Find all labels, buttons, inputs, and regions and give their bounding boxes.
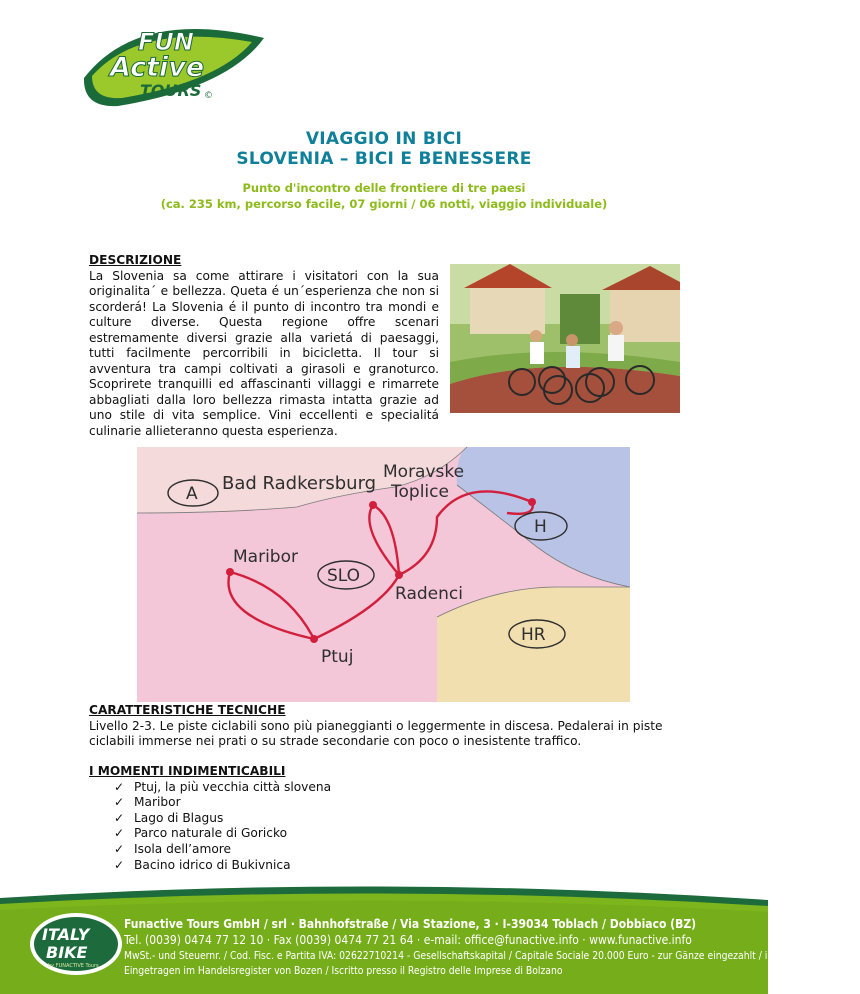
label-bad-radkersburg: Bad Radkersburg bbox=[222, 473, 377, 494]
footer-company: Funactive Tours GmbH / srl · Bahnhofstraße / Via Stazione, 3 · I-39034 Toblach / Dobbiaco (BZ) bbox=[124, 917, 697, 931]
checkmark-icon: ✓ bbox=[114, 841, 125, 856]
checkmark-icon: ✓ bbox=[114, 810, 125, 825]
logo-line1: FUN bbox=[138, 28, 194, 56]
list-item: ✓ Lago di Blagus bbox=[114, 810, 224, 825]
country-austria: A bbox=[186, 484, 198, 504]
technical-heading: CARATTERISTICHE TECNICHE bbox=[89, 703, 286, 717]
badge-line2: BIKE bbox=[46, 943, 88, 962]
page-title: VIAGGIO IN BICI bbox=[305, 129, 463, 149]
route-map bbox=[137, 447, 630, 702]
cyclists-photo bbox=[450, 264, 680, 413]
logo-line3: TOURS bbox=[140, 81, 202, 100]
page-subtitle-title: SLOVENIA – BICI E BENESSERE bbox=[236, 149, 532, 169]
badge-line3: by FUNACTIVE Tours bbox=[48, 963, 99, 969]
list-item: ✓ Bacino idrico di Bukivnica bbox=[114, 857, 291, 872]
list-item: ✓ Parco naturale di Goricko bbox=[114, 826, 288, 841]
technical-text: Livello 2-3. Le piste ciclabili sono più pianeggianti o leggermente in discesa. Pedalerai in piste ciclabili immerse nei prati o su strade secondarie con poco o inesistente traffico. bbox=[89, 718, 663, 749]
checkmark-icon: ✓ bbox=[114, 857, 125, 872]
footer-registry: Eingetragen im Handelsregister von Bozen / Iscritto presso il Registro delle Imprese di Bolzano bbox=[124, 965, 563, 977]
footer-contacts: Tel. (0039) 0474 77 12 10 · Fax (0039) 0474 77 21 64 · e-mail: office@funactive.info · www.funactive.info bbox=[124, 933, 692, 947]
fun-active-tours-logo bbox=[78, 18, 268, 110]
footer-tax: MwSt.- und Steuernr. / Cod. Fisc. e Partita IVA: 02622710214 - Gesellschaftskapital / Capitale Sociale 20.000 Euro - zur Gänze eingezahlt / interamente versato bbox=[124, 950, 860, 962]
country-slovenia: SLO bbox=[327, 566, 361, 586]
description-heading: DESCRIZIONE bbox=[89, 253, 182, 267]
country-hungary: H bbox=[534, 517, 547, 537]
highlights-section bbox=[89, 764, 689, 873]
label-maribor: Maribor bbox=[233, 547, 298, 567]
tagline: Punto d'incontro delle frontiere di tre paesi bbox=[242, 181, 526, 195]
tour-summary: (ca. 235 km, percorso facile, 07 giorni / 06 notti, viaggio individuale) bbox=[160, 197, 608, 211]
label-toplice: Toplice bbox=[391, 482, 449, 502]
checkmark-icon: ✓ bbox=[114, 795, 125, 810]
country-croatia: HR bbox=[521, 625, 546, 645]
list-item: ✓ Ptuj, la più vecchia città slovena bbox=[114, 779, 332, 794]
italy-bike-badge bbox=[30, 913, 122, 975]
label-moravske: Moravske bbox=[383, 462, 465, 482]
logo-copyright-mark: © bbox=[204, 91, 213, 101]
description-section bbox=[89, 253, 439, 439]
label-radenci: Radenci bbox=[395, 584, 463, 604]
technical-section bbox=[89, 703, 689, 750]
list-item: ✓ Maribor bbox=[114, 795, 181, 810]
description-text: La Slovenia sa come attirare i visitatori con la sua originalita´ e bellezza. Queta é un´esperienza che non si scorderá! La Slovenia é il punto di incontro tra mondi e culture diverse. Questa regione offre scenari estremamente diversi grazie alla varietá di paesaggi, tutti facilmente percorribili in bicicletta. Il tour si avventura tra campi coltivati a girasoli e granoturco. Scoprirete tranquilli ed affascinanti villaggi e rimarrete abbagliati dalla loro bellezza rimasta intatta grazie ad uno stile di vita semplice. Vini eccellenti e specialitá culinarie allieteranno questa esperienza. bbox=[89, 268, 439, 438]
highlights-list bbox=[89, 780, 689, 874]
checkmark-icon: ✓ bbox=[114, 779, 125, 794]
logo-line2: Active bbox=[110, 52, 205, 83]
checkmark-icon: ✓ bbox=[114, 826, 125, 841]
label-ptuj: Ptuj bbox=[321, 647, 354, 667]
badge-line1: ITALY bbox=[42, 925, 90, 944]
list-item: ✓ Isola dell’amore bbox=[114, 841, 232, 856]
highlights-heading: I MOMENTI INDIMENTICABILI bbox=[89, 764, 286, 778]
